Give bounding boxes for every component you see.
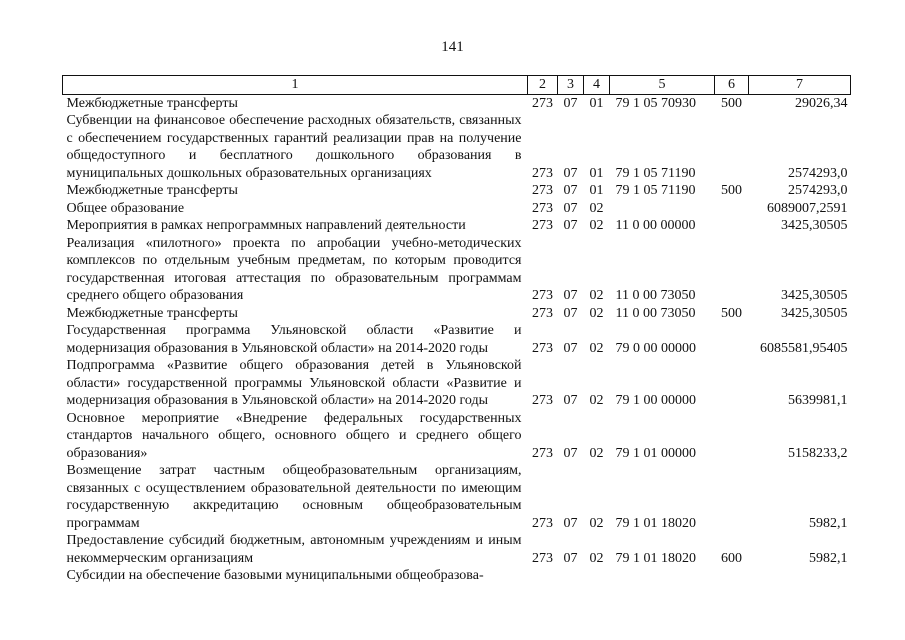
row-ministry-code: 273 [532, 288, 553, 303]
row-name: Реализация «пилотного» проекта по апробации учебно-методических комплексов по отдельным учебным предметам, по которым проводится государственная итоговая аттестация по образовательным программам среднего общего образования [66, 235, 522, 303]
row-name: Основное мероприятие «Внедрение федеральных государственных стандартов начального общего, основного общего и среднего общего образования» [66, 410, 522, 461]
row-subsection-code: 01 [589, 165, 604, 181]
table-header-row [63, 76, 851, 95]
row-amount: 2574293,0 [788, 183, 848, 198]
row-name: Подпрограмма «Развитие общего образования детей в Ульяновской области» государственной программы Ульяновской области «Развитие и модернизация образования в Ульяновской области» на 2014-2020 годы [66, 358, 522, 408]
row-ministry-code: 273 [532, 183, 553, 198]
row-subsection-code: 02 [589, 515, 604, 531]
row-subsection-code [584, 567, 610, 585]
row-amount: 6085581,95405 [760, 340, 848, 356]
row-subsection-code: 01 [589, 183, 604, 198]
row-subsection-code: 01 [589, 95, 604, 111]
row-subsection-code: 02 [589, 445, 604, 461]
column-header-section: 3 [558, 76, 584, 95]
row-name: Межбюджетные трансферты [66, 183, 238, 198]
row-section-code: 07 [563, 288, 578, 303]
row-amount: 5982,1 [809, 515, 848, 531]
row-expense-type [715, 567, 749, 585]
table-row [63, 410, 851, 463]
row-expense-type [715, 112, 749, 182]
row-ministry-code: 273 [532, 550, 553, 566]
row-subsection-code: 02 [589, 340, 604, 356]
table-row [63, 305, 851, 323]
row-expense-type [715, 322, 749, 357]
row-ministry-code [528, 567, 558, 585]
row-section-code: 07 [563, 165, 578, 181]
row-expense-type: 500 [721, 95, 742, 111]
row-ministry-code: 273 [532, 305, 553, 321]
row-name: Субсидии на обеспечение базовыми муниципальными общеобразова- [66, 568, 484, 583]
row-expense-type: 500 [721, 305, 742, 321]
row-expense-type [715, 357, 749, 410]
table-row [63, 182, 851, 200]
row-target-article [610, 200, 715, 218]
table-row [63, 462, 851, 532]
row-section-code: 07 [563, 200, 578, 216]
row-amount: 5982,1 [809, 550, 848, 566]
column-header-amount: 7 [749, 76, 851, 95]
row-expense-type [715, 217, 749, 235]
row-amount: 3425,30505 [781, 288, 848, 303]
row-target-article: 11 0 00 73050 [615, 288, 696, 303]
row-ministry-code: 273 [532, 218, 553, 233]
column-header-name: 1 [63, 76, 528, 95]
row-amount: 29026,34 [795, 95, 848, 111]
row-target-article: 79 0 00 00000 [615, 340, 696, 356]
row-target-article: 79 1 05 71190 [615, 183, 696, 198]
row-section-code: 07 [563, 445, 578, 461]
page-number: 141 [441, 39, 464, 55]
table-row [63, 322, 851, 357]
row-ministry-code: 273 [532, 445, 553, 461]
table-row [63, 200, 851, 218]
row-ministry-code: 273 [532, 165, 553, 181]
column-header-ministry: 2 [528, 76, 558, 95]
row-section-code [558, 567, 584, 585]
row-name: Мероприятия в рамках непрограммных направлений деятельности [66, 218, 466, 233]
row-subsection-code: 02 [589, 305, 604, 321]
row-target-article: 79 1 05 70930 [615, 95, 696, 111]
row-amount: 3425,30505 [781, 305, 848, 321]
row-ministry-code: 273 [532, 200, 553, 216]
row-section-code: 07 [563, 183, 578, 198]
row-expense-type [715, 410, 749, 463]
row-section-code: 07 [563, 95, 578, 111]
row-target-article [610, 567, 715, 585]
row-target-article: 79 1 01 18020 [615, 550, 696, 566]
table-row [63, 235, 851, 305]
row-name: Общее образование [66, 200, 185, 216]
row-subsection-code: 02 [589, 200, 604, 216]
row-ministry-code: 273 [532, 95, 553, 111]
row-target-article: 79 1 00 00000 [615, 393, 696, 408]
row-subsection-code: 02 [589, 218, 604, 233]
row-target-article: 79 1 01 18020 [615, 515, 696, 531]
table-row [63, 112, 851, 182]
row-amount [749, 567, 851, 585]
row-name: Субвенции на финансовое обеспечение расходных обязательств, связанных с обеспечением государственных гарантий реализации прав на получение общедоступного и бесплатного дошкольного образования в муниципальных дошкольных образовательных организациях [66, 113, 522, 181]
row-amount: 3425,30505 [781, 218, 848, 233]
row-expense-type [715, 462, 749, 532]
row-target-article: 11 0 00 00000 [615, 218, 696, 233]
row-name: Межбюджетные трансферты [66, 95, 238, 111]
row-expense-type: 500 [721, 183, 742, 198]
table-row [63, 532, 851, 567]
column-header-target-article: 5 [610, 76, 715, 95]
row-subsection-code: 02 [589, 288, 604, 303]
row-name: Межбюджетные трансферты [66, 305, 238, 321]
row-section-code: 07 [563, 305, 578, 321]
row-section-code: 07 [563, 340, 578, 356]
table-row [63, 94, 851, 112]
row-amount: 6089007,2591 [767, 200, 848, 216]
table-row [63, 567, 851, 585]
row-amount: 5158233,2 [788, 445, 848, 461]
column-header-subsection: 4 [584, 76, 610, 95]
row-ministry-code: 273 [532, 340, 553, 356]
row-ministry-code: 273 [532, 393, 553, 408]
row-section-code: 07 [563, 550, 578, 566]
row-amount: 2574293,0 [788, 165, 848, 181]
row-ministry-code: 273 [532, 515, 553, 531]
row-name: Предоставление субсидий бюджетным, автономным учреждениям и иным некоммерческим организациям [66, 533, 522, 566]
column-header-expense-type: 6 [715, 76, 749, 95]
budget-table [62, 75, 851, 585]
row-expense-type [715, 200, 749, 218]
row-target-article: 11 0 00 73050 [615, 305, 696, 321]
row-subsection-code: 02 [589, 393, 604, 408]
row-expense-type: 600 [721, 550, 742, 566]
row-name: Государственная программа Ульяновской области «Развитие и модернизация образования в Ульяновской области» на 2014-2020 годы [66, 323, 522, 356]
row-subsection-code: 02 [589, 550, 604, 566]
row-section-code: 07 [563, 393, 578, 408]
row-section-code: 07 [563, 218, 578, 233]
row-amount: 5639981,1 [788, 393, 848, 408]
row-section-code: 07 [563, 515, 578, 531]
row-target-article: 79 1 01 00000 [615, 445, 696, 461]
table-row [63, 217, 851, 235]
row-expense-type [715, 235, 749, 305]
table-row [63, 357, 851, 410]
row-target-article: 79 1 05 71190 [615, 165, 696, 181]
row-name: Возмещение затрат частным общеобразовательным организациям, связанных с осуществлением образовательной деятельности по имеющим государственную аккредитацию основным общеобразовательным программам [66, 463, 522, 531]
